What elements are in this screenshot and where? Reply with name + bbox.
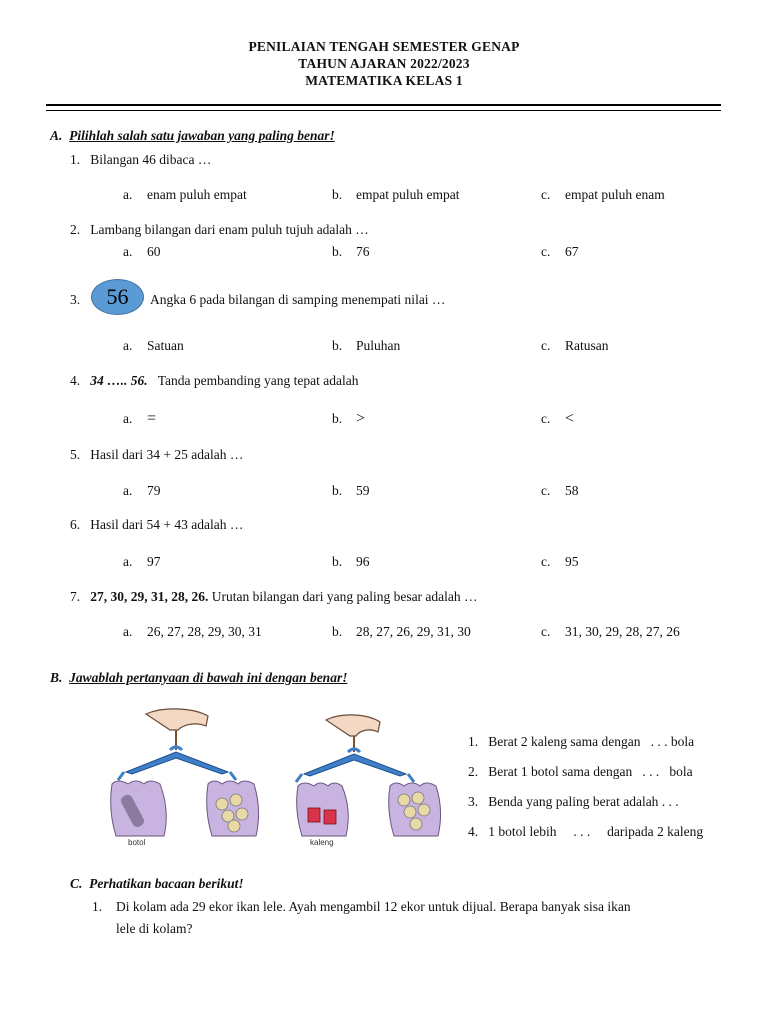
hand-icon <box>326 715 380 736</box>
can-icon <box>324 810 336 824</box>
option-letter: a. <box>123 338 133 353</box>
q1-option-b[interactable] <box>332 187 459 203</box>
question-text: Benda yang paling berat adalah . . . <box>488 794 679 809</box>
question-number: 4. <box>468 824 479 839</box>
section-a-title <box>50 128 335 144</box>
exam-header <box>0 38 768 89</box>
question-7 <box>70 589 478 605</box>
option-text: Satuan <box>147 338 184 353</box>
question-number: 1. <box>468 734 479 749</box>
option-text: enam puluh empat <box>147 187 247 202</box>
b-question-1 <box>468 734 694 750</box>
question-number: 3. <box>468 794 479 809</box>
option-text: 28, 27, 26, 29, 31, 30 <box>356 624 471 639</box>
question-number: 6. <box>70 517 81 532</box>
option-text: 79 <box>147 483 161 498</box>
q7-option-c[interactable] <box>541 624 680 640</box>
q2-option-b[interactable] <box>332 244 370 260</box>
section-a-instruction: Pilihlah salah satu jawaban yang paling benar! <box>69 128 335 143</box>
question-3-number: 3. <box>70 292 81 307</box>
option-letter: c. <box>541 554 551 569</box>
option-letter: c. <box>541 411 551 426</box>
option-letter: b. <box>332 187 343 202</box>
option-text: 96 <box>356 554 370 569</box>
header-line-2: TAHUN AJARAN 2022/2023 <box>298 56 470 71</box>
option-text: 97 <box>147 554 161 569</box>
option-letter: c. <box>541 483 551 498</box>
option-text: 60 <box>147 244 161 259</box>
section-b-letter: B. <box>50 670 63 685</box>
section-c-letter: C. <box>70 876 83 891</box>
option-letter: b. <box>332 554 343 569</box>
question-number: 7. <box>70 589 81 604</box>
question-text: Tanda pembanding yang tepat adalah <box>157 373 359 388</box>
option-text: 26, 27, 28, 29, 30, 31 <box>147 624 262 639</box>
section-b-instruction: Jawablah pertanyaan di bawah ini dengan benar! <box>69 670 348 685</box>
header-line-3: MATEMATIKA KELAS 1 <box>305 73 463 88</box>
option-letter: a. <box>123 554 133 569</box>
q5-option-a[interactable] <box>123 483 161 499</box>
question-text: Bilangan 46 dibaca … <box>90 152 212 167</box>
section-b-title <box>50 670 347 686</box>
option-text: empat puluh empat <box>356 187 460 202</box>
option-text: Puluhan <box>356 338 401 353</box>
bag-with-bottle-icon <box>111 781 167 836</box>
question-text: Berat 2 kaleng sama dengan . . . bola <box>488 734 695 749</box>
hanger-scale-illustration <box>104 700 444 860</box>
number-sequence: 27, 30, 29, 31, 28, 26. <box>90 589 209 604</box>
q6-option-c[interactable] <box>541 554 579 570</box>
hanger-botol <box>111 709 259 836</box>
section-c-instruction: Perhatikan bacaan berikut! <box>89 876 244 891</box>
hanger-icon <box>304 754 406 776</box>
number-badge-56: 56 <box>91 279 144 315</box>
q6-option-b[interactable] <box>332 554 370 570</box>
caption-kaleng: kaleng <box>310 838 334 847</box>
question-6 <box>70 517 243 533</box>
option-letter: c. <box>541 244 551 259</box>
q3-option-c[interactable] <box>541 338 609 354</box>
question-number: 4. <box>70 373 81 388</box>
q6-option-a[interactable] <box>123 554 161 570</box>
hanger-kaleng <box>296 715 441 836</box>
q4-option-c[interactable] <box>541 410 574 428</box>
q3-option-b[interactable] <box>332 338 400 354</box>
option-letter: a. <box>123 187 133 202</box>
option-letter: a. <box>123 483 133 498</box>
option-letter: b. <box>332 244 343 259</box>
question-text: Hasil dari 54 + 43 adalah … <box>90 517 244 532</box>
question-5 <box>70 447 243 463</box>
caption-botol: botol <box>128 838 146 847</box>
q7-option-b[interactable] <box>332 624 471 640</box>
q1-option-a[interactable] <box>123 187 247 203</box>
q7-option-a[interactable] <box>123 624 262 640</box>
option-text: 58 <box>565 483 579 498</box>
bag-with-cans-icon <box>297 783 349 836</box>
question-text: Lambang bilangan dari enam puluh tujuh adalah … <box>90 222 369 237</box>
b-question-4 <box>468 824 703 840</box>
option-letter: b. <box>332 483 343 498</box>
question-number: 2. <box>70 222 81 237</box>
option-letter: b. <box>332 411 343 426</box>
question-text: Hasil dari 34 + 25 adalah … <box>90 447 244 462</box>
q3-option-a[interactable] <box>123 338 184 354</box>
option-text: Ratusan <box>565 338 609 353</box>
question-text: Urutan bilangan dari yang paling besar adalah … <box>211 589 478 604</box>
option-text: 67 <box>565 244 579 259</box>
b-question-3 <box>468 794 679 810</box>
option-text: empat puluh enam <box>565 187 665 202</box>
option-letter: a. <box>123 624 133 639</box>
option-letter: b. <box>332 338 343 353</box>
header-rule-thick <box>46 104 721 106</box>
q5-option-c[interactable] <box>541 483 579 499</box>
question-4 <box>70 373 358 389</box>
option-text: 31, 30, 29, 28, 27, 26 <box>565 624 680 639</box>
q1-option-c[interactable] <box>541 187 665 203</box>
question-number: 5. <box>70 447 81 462</box>
question-number: 2. <box>468 764 479 779</box>
question-2 <box>70 222 369 238</box>
option-text: 95 <box>565 554 579 569</box>
option-letter: c. <box>541 187 551 202</box>
question-1 <box>70 152 211 168</box>
option-text: 59 <box>356 483 370 498</box>
option-text: 76 <box>356 244 370 259</box>
q4-option-a[interactable] <box>123 410 156 428</box>
question-text: Berat 1 botol sama dengan . . . bola <box>488 764 693 779</box>
can-icon <box>308 808 320 822</box>
b-question-2 <box>468 764 693 780</box>
option-letter: c. <box>541 624 551 639</box>
hanger-icon <box>126 752 228 774</box>
header-rule-thin <box>46 110 721 111</box>
section-a-letter: A. <box>50 128 63 143</box>
option-text: = <box>147 410 157 427</box>
q5-option-b[interactable] <box>332 483 370 499</box>
question-number: 1. <box>70 152 81 167</box>
option-text: < <box>565 410 575 427</box>
c-question-1-line-2: lele di kolam? <box>116 921 193 936</box>
option-text: > <box>356 410 366 427</box>
section-c-title <box>70 876 244 892</box>
question-3-text: Angka 6 pada bilangan di samping menempati nilai … <box>150 292 446 307</box>
hand-icon <box>146 709 208 730</box>
option-letter: a. <box>123 244 133 259</box>
question-text: 1 botol lebih . . . daripada 2 kaleng <box>488 824 704 839</box>
c-question-1-number: 1. <box>92 899 103 914</box>
option-letter: c. <box>541 338 551 353</box>
header-line-1: PENILAIAN TENGAH SEMESTER GENAP <box>248 39 520 54</box>
c-question-1-line-1: Di kolam ada 29 ekor ikan lele. Ayah mengambil 12 ekor untuk dijual. Berapa banyak sisa ikan <box>116 899 631 914</box>
option-letter: a. <box>123 411 133 426</box>
q2-option-c[interactable] <box>541 244 579 260</box>
comparison-expression: 34 ….. 56. <box>90 373 148 388</box>
option-letter: b. <box>332 624 343 639</box>
q2-option-a[interactable] <box>123 244 161 260</box>
q4-option-b[interactable] <box>332 410 365 428</box>
